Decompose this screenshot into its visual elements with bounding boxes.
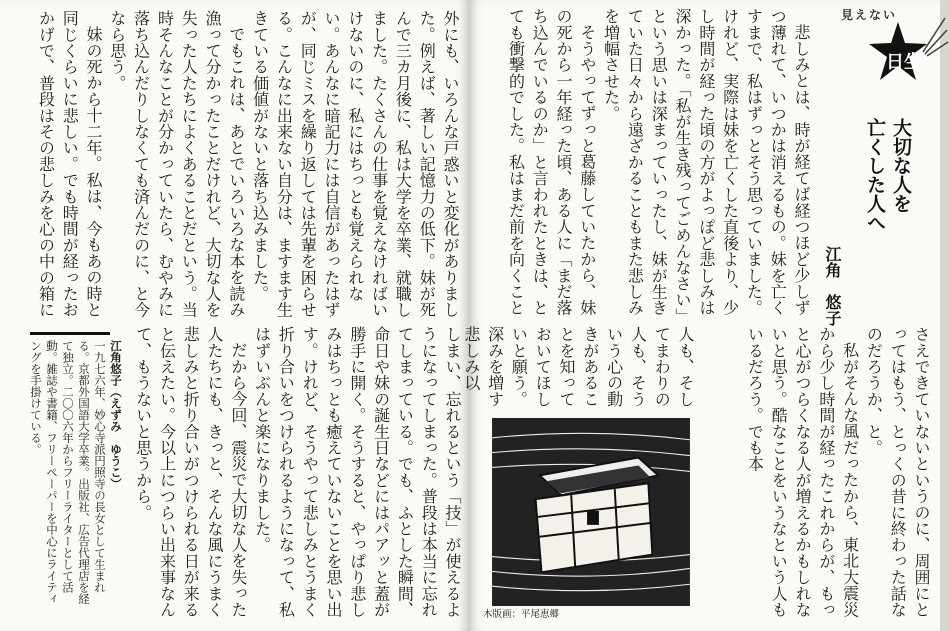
right-paragraph-3: さえできていないというのに、周囲にとってはもう、とっくの昔に終わった話なのだろうか、と。 [864,326,931,618]
series-badge: 日生 [886,52,922,73]
profile-rule [30,332,110,335]
left-paragraph-3: 妹の死から十二年。私は、今もあの時と同じくらいに悲しい。でも時間が経ったおかげで、普段はその悲しみを心の中の箱に [36,10,104,318]
right-paragraph-1: 悲しみとは、時が経てば経つほど少しずつ薄れて、いつかは消えるもの。妹を亡くすまで、私はずっとそう思っていました。けれど、実際は妹を亡くした直後より、少し時間が経った頃の方がよっぽど悲しみは深かった。「私が生き残ってごめんなさい」という思いは深まっていったし、妹が生きていた日々から遠ざかることもまた悲しみを増幅させた。 [601,8,811,316]
right-paragraph-4: 私がそんな風だったから、東北大震災から少し時間が経ったこれからが、もっと心がつらくなる人が増えるかもしれないと思う。酷なことをいうなという人もいるだろう。でも本 [745,326,860,618]
left-paragraph-4: しまい、忘れるという「技」が使えるようになってしまった。普段は本当に忘れてしまっている。でも、ふとした瞬間、命日や妹の誕生日などにはパアッと蓋が勝手に開く。そうすると、やっぱり悲しみはちっとも癒えていないことを思い出す。けれど、そうやって悲しみとうまく折り合いをつけられるようになって、私はずいぶんと楽になりました。 [252,326,462,618]
profile-name: 江角悠子（えずみ ゆうこ） [109,340,123,490]
left-paragraph-2: でもこれは、あとでいろいろな本を読み漁って分かったことだけれど、大切な人を失った人たちによくあることだという。当時そんなことが分かっていたら、むやみに落ち込んだりしなくても済んだのに、と今なら思う。 [107,10,246,318]
left-paragraph-1: 外にも、いろんな戸惑いと変化がありました。例えば、著しい記憶力の低下。妹が死んで三カ月後に、私は大学を卒業、就職しました。たくさんの仕事を覚えなければいけないのに、私にはちっとも覚えられない。あんなに暗記力には自信があったはずが、同じミスを繰り返しては先輩を困らせる。こんなに出来ない自分は、ますます生きている価値がないと落ち込みました。 [250,10,460,318]
right-paragraph-2: そうやってずっと葛藤していたから、妹の死から一年経った頃、ある人に「まだ落ち込んでいるのか」と言われたときは、とても衝撃的でした。私はまだ前を向くこと [506,8,597,316]
woodcut-treasure-chest-image [491,418,691,606]
left-upper-column [36,10,462,322]
series-label: 見えない [841,8,898,22]
right-paragraph-5: 人も、そしてまわりの人も、そういう心の動きがあることを知っておいてほしいと願う。深みを増す悲しみ以 [461,326,695,407]
author-profile [20,340,124,610]
article-title [862,118,914,318]
title-line-2: 亡くした人へ [864,118,886,232]
right-lower-column-a [695,326,933,618]
art-credit: 木版画：平尾恵郷 [483,609,560,620]
burst-lines-icon [921,12,949,58]
left-lower-column [128,326,464,618]
right-upper-column [483,8,813,320]
right-lower-column-b [461,326,697,408]
right-page [461,0,940,631]
profile-text: 一九七六年、妙心寺派円照寺の長女として生まれる。京都外国語大学卒業。出版社、広告代理店を経て独立。二〇〇六年からフリーライターとして活動。雑誌や書籍、フリーペーパーを中心にライティングを手掛けている。 [29,340,107,605]
title-line-1: 大切な人を [890,118,912,213]
left-page [0,0,469,631]
left-paragraph-5: だから今回、震災で大切な人を失った人たちにも、きっと、そんな風にうまく悲しみと折り合いがつけられる日が来ると伝えたい。今以上につらい出来事なんて、もうないと思うから。 [133,326,248,618]
author-name: 江角 悠子 [823,246,842,326]
